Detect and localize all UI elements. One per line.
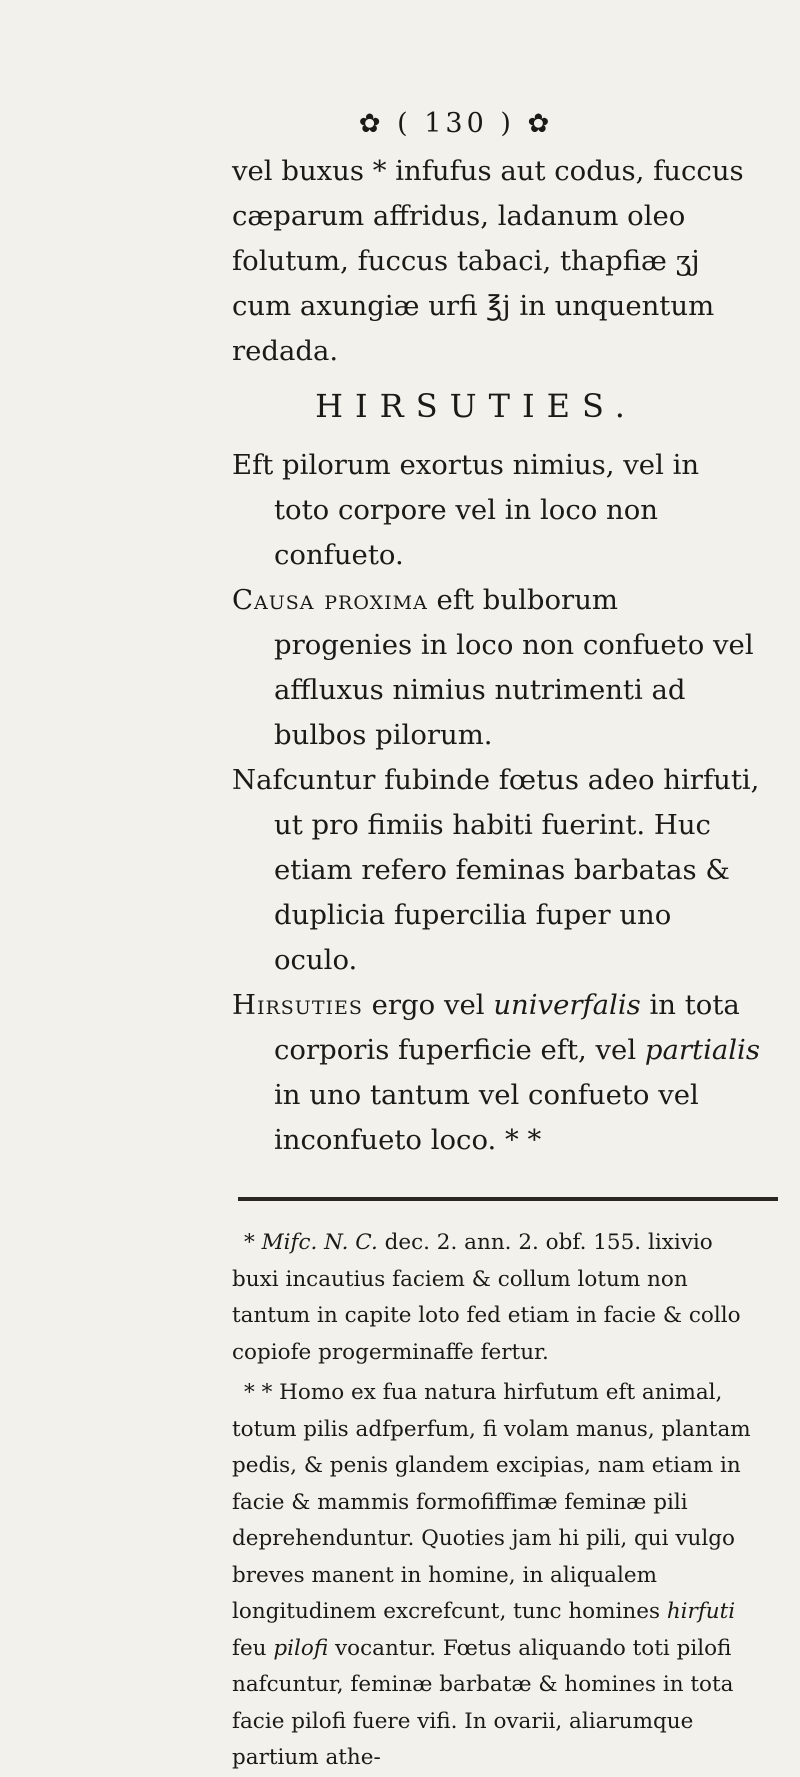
flower-ornament-icon: ✿ [527, 109, 554, 139]
causa-paragraph [232, 578, 760, 758]
term-pilosi: pilofi [273, 1635, 329, 1661]
hirsuties-text-c: in uno tantum vel confueto vel inconfueto loco. * * [274, 1079, 699, 1156]
footnotes [232, 1225, 760, 1777]
footnote-2 [232, 1375, 760, 1777]
hirsuties-paragraph [232, 983, 760, 1163]
causa-label: Causa proxima [232, 584, 428, 616]
page-number: ( 130 ) [397, 108, 515, 139]
causa-text: eft bulborum progenies in loco non confueto vel affluxus nimius nutrimenti ad bulbos pilorum. [274, 584, 754, 751]
continued-paragraph: vel buxus * infufus aut codus, fuccus cæparum affridus, ladanum oleo folutum, fuccus tabaci, thapfiæ ʒj cum axungiæ urfi ℥j in unquentum redada. [232, 155, 744, 367]
footnote-rule [238, 1197, 778, 1201]
definition-paragraph: Eft pilorum exortus nimius, vel in toto corpore vel in loco non confueto. [232, 449, 700, 571]
main-text [232, 149, 760, 1163]
hirsuties-text-b: in tota corporis fuperficie eft, vel [274, 989, 740, 1066]
footnote-1-marker: * [244, 1230, 262, 1255]
footnote-1-text: dec. 2. ann. 2. obf. 155. lixivio buxi incautius faciem & collum lotum non tantum in capite loto fed etiam in facie & collo copiofe progerminaffe fertur. [232, 1230, 741, 1365]
term-universalis: univerfalis [493, 989, 641, 1021]
section-heading: HIRSUTIES. [315, 387, 637, 425]
term-hirsuti: hirfuti [666, 1599, 736, 1624]
running-head [232, 108, 760, 139]
hirsuties-text-a: ergo vel [362, 989, 494, 1021]
nascuntur-paragraph: Nafcuntur fubinde fœtus adeo hirfuti, ut pro fimiis habiti fuerint. Huc etiam refero feminas barbatas & duplicia fupercilia fuper uno oculo. [232, 764, 760, 976]
flower-ornament-icon: ✿ [358, 109, 385, 139]
footnote-2-marker: * * [244, 1380, 280, 1405]
footnote-2-text-a: Homo ex fua natura hirfutum eft animal, totum pilis adfperfum, fi volam manus, plantam pedis, & penis glandem excipias, nam etiam in facie & mammis formofiffimæ feminæ pili deprehenduntur. Quoties jam hi pili, qui vulgo breves manent in homine, in aliqualem longitudinem excrefcunt, tunc homines [232, 1380, 751, 1624]
footnote-1 [232, 1225, 760, 1371]
footnote-2-text-b: feu [232, 1635, 274, 1661]
footnote-2-text-c: vocantur. Fœtus aliquando toti pilofi nafcuntur, feminæ barbatæ & homines in tota facie pilofi fuere vifi. In ovarii, aliarumque partium athe- [232, 1635, 734, 1770]
footnote-1-source: Mifc. N. C. [261, 1230, 378, 1255]
term-partialis: partialis [644, 1034, 760, 1066]
hirsuties-label: Hirsuties [232, 989, 363, 1021]
